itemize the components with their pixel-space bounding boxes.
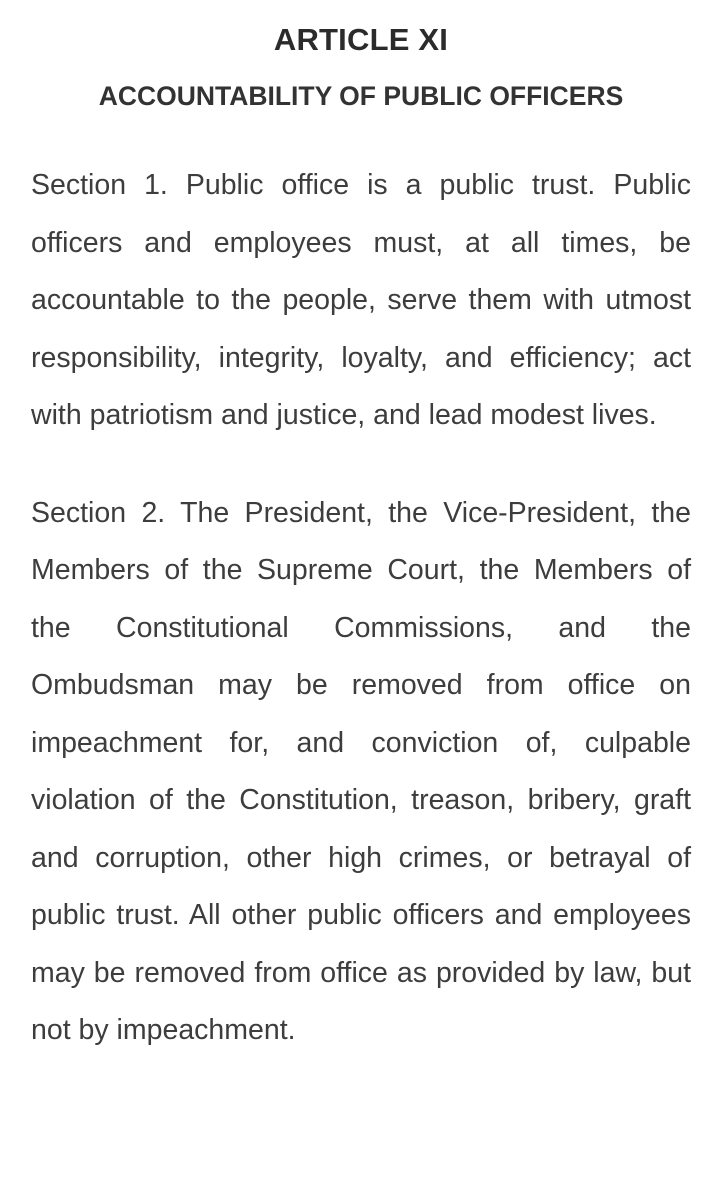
article-title: ARTICLE XI bbox=[273, 22, 449, 57]
article-subtitle: ACCOUNTABILITY OF PUBLIC OFFICERS bbox=[98, 81, 624, 111]
section-1-paragraph: Section 1. Public office is a public trust. Public officers and employees must, at all times, be accountable to the people, serve them with utmost responsibility, integrity, loyalty, and efficiency; act with patriotism and justice, and lead modest lives. bbox=[31, 169, 691, 431]
section-2-paragraph: Section 2. The President, the Vice-President, the Members of the Supreme Court, the Members of the Constitutional Commissions, and the Ombudsman may be removed from office on impeachment for, and conviction of, culpable violation of the Constitution, treason, bribery, graft and corruption, other high crimes, or betrayal of public trust. All other public officers and employees may be removed from office as provided by law, but not by impeachment. bbox=[31, 496, 691, 1046]
